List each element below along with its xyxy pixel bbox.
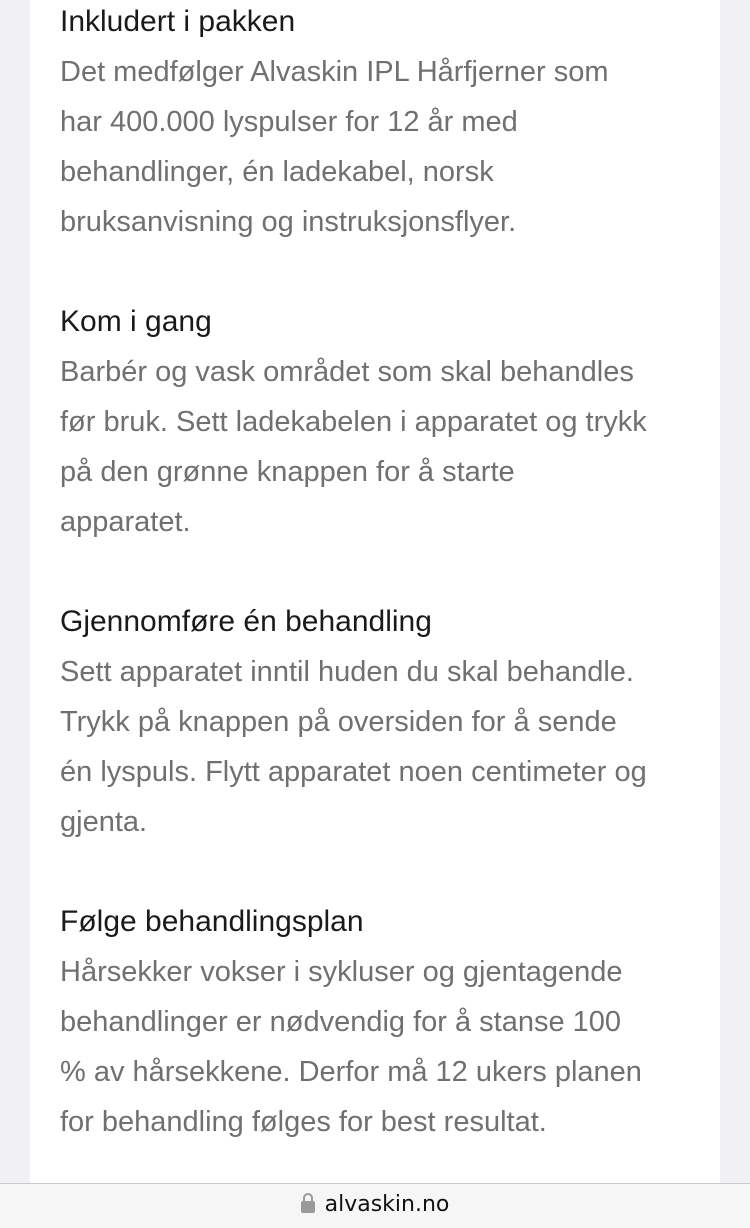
body-line: % av hårsekkene. Derfor må 12 ukers planen: [60, 1056, 642, 1088]
lock-icon: [301, 1201, 315, 1213]
body-line: behandlinger er nødvendig for å stanse 100: [60, 1006, 622, 1038]
body-line: på den grønne knappen for å starte: [60, 456, 515, 488]
body-line: for behandling følges for best resultat.: [60, 1106, 547, 1138]
section-body: [60, 347, 700, 547]
body-line: behandlinger, én ladekabel, norsk: [60, 156, 494, 188]
browser-url-bar[interactable]: [0, 1183, 750, 1228]
section-title: Følge behandlingsplan: [60, 905, 364, 938]
section-included: [60, 0, 700, 247]
body-line: Det medfølger Alvaskin IPL Hårfjerner som: [60, 56, 609, 88]
body-line: før bruk. Sett ladekabelen i apparatet og trykk: [60, 406, 647, 438]
section-title: Gjennomføre én behandling: [60, 605, 432, 638]
body-line: Sett apparatet inntil huden du skal behandle.: [60, 656, 634, 688]
section-body: [60, 647, 700, 847]
section-title: Inkludert i pakken: [60, 5, 296, 38]
body-line: apparatet.: [60, 506, 191, 538]
body-line: Trykk på knappen på oversiden for å sende: [60, 706, 617, 738]
content-card: [30, 0, 720, 1183]
url-display[interactable]: [0, 1191, 750, 1219]
body-line: Hårsekker vokser i sykluser og gjentagende: [60, 956, 623, 988]
url-text[interactable]: alvaskin.no: [324, 1192, 450, 1217]
body-line: bruksanvisning og instruksjonsflyer.: [60, 206, 517, 238]
section-body: [60, 47, 700, 247]
section-treatment: [60, 600, 700, 847]
body-line: har 400.000 lyspulser for 12 år med: [60, 106, 518, 138]
section-treatment-plan: [60, 900, 700, 1147]
section-title: Kom i gang: [60, 305, 212, 338]
body-line: gjenta.: [60, 806, 148, 838]
section-get-started: [60, 300, 700, 547]
body-line: én lyspuls. Flytt apparatet noen centimeter og: [60, 756, 647, 788]
body-line: Barbér og vask området som skal behandles: [60, 356, 634, 388]
section-body: [60, 947, 700, 1147]
